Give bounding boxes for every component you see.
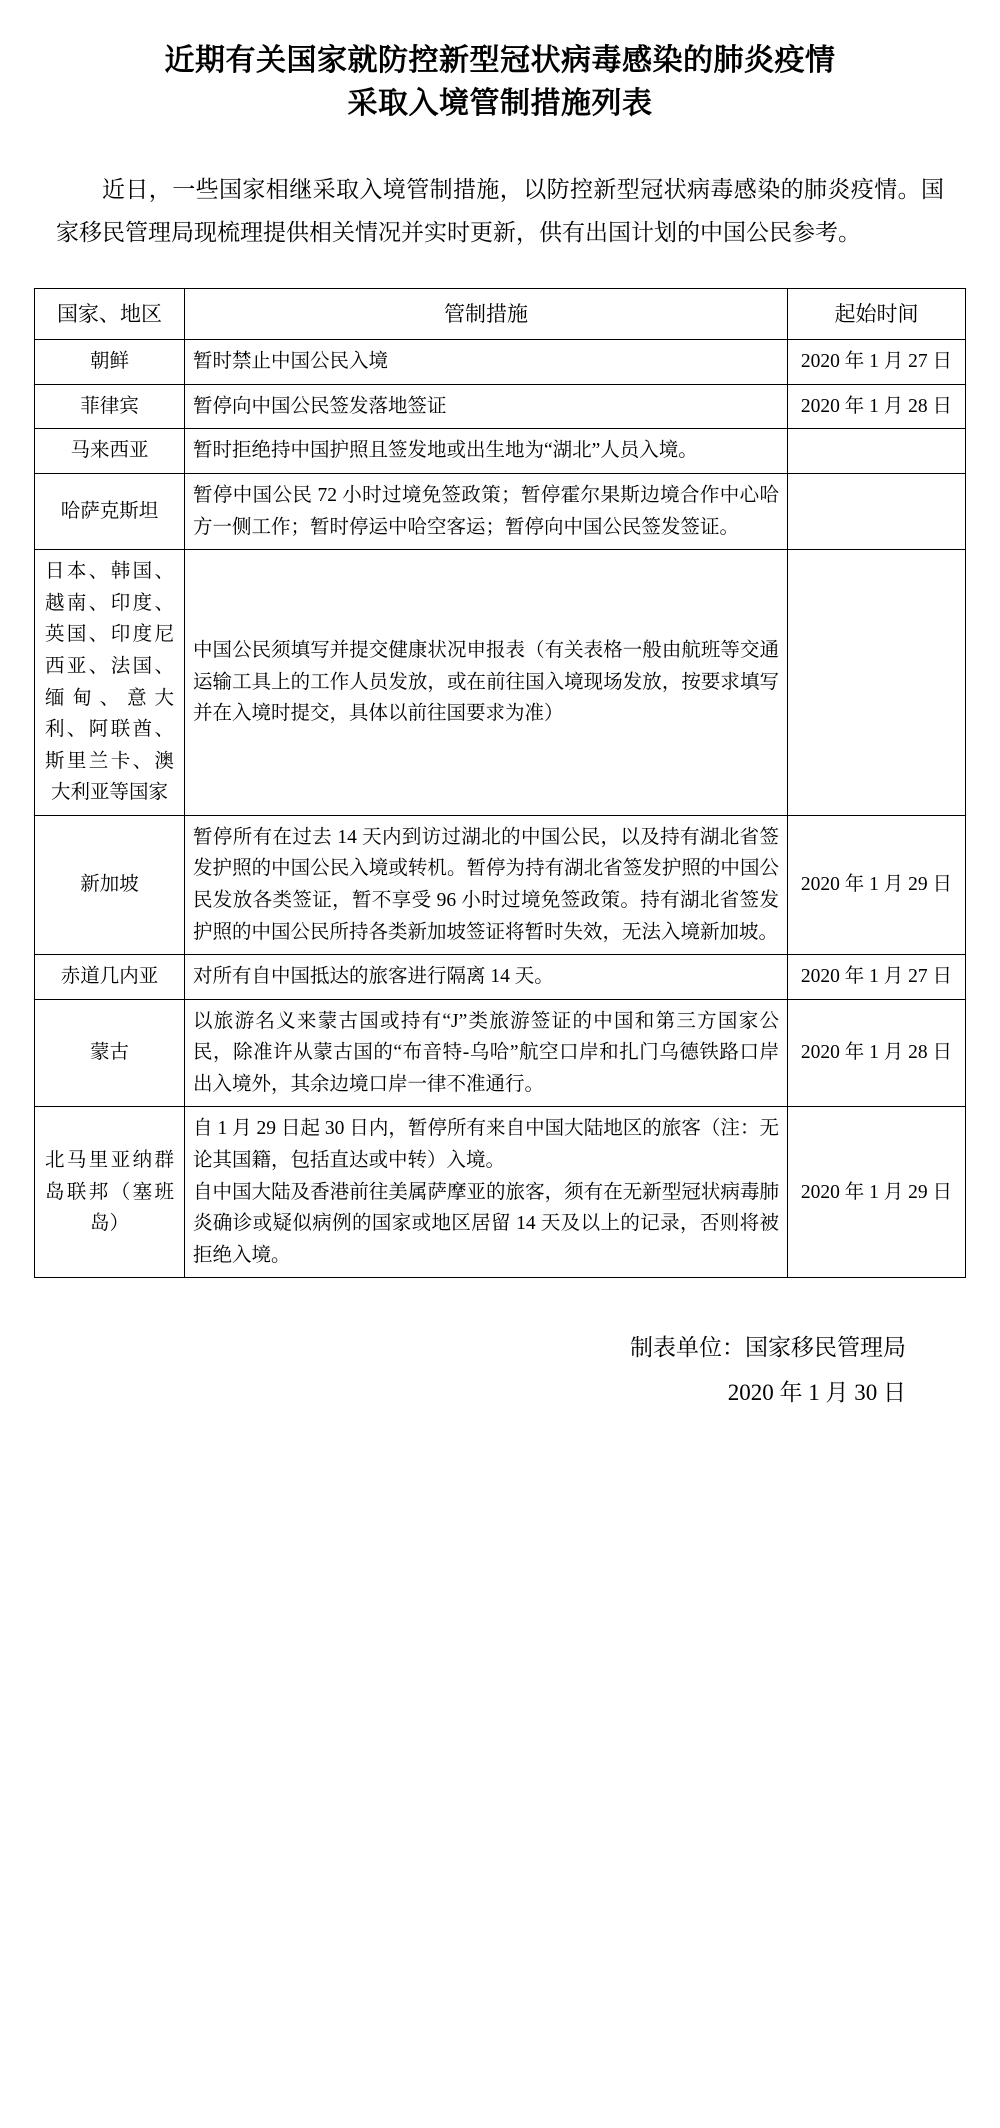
cell-measure: 以旅游名义来蒙古国或持有“J”类旅游签证的中国和第三方国家公民，除准许从蒙古国的“布音特-乌哈”航空口岸和扎门乌德铁路口岸出入境外，其余边境口岸一律不准通行。 xyxy=(185,999,788,1107)
page-title xyxy=(90,40,910,125)
cell-date: 2020 年 1 月 27 日 xyxy=(788,955,966,1000)
table-row xyxy=(35,1107,966,1278)
footer-date: 2020 年 1 月 30 日 xyxy=(727,1380,906,1406)
cell-date: 2020 年 1 月 28 日 xyxy=(788,384,966,429)
cell-country: 马来西亚 xyxy=(35,429,185,474)
cell-date xyxy=(788,550,966,816)
cell-measure: 暂停向中国公民签发落地签证 xyxy=(185,384,788,429)
cell-measure xyxy=(185,1107,788,1278)
table-row xyxy=(35,429,966,474)
page-title-line-2: 采取入境管制措施列表 xyxy=(347,86,653,120)
cell-country: 蒙古 xyxy=(35,999,185,1107)
cell-date: 2020 年 1 月 28 日 xyxy=(788,999,966,1107)
column-header-country: 国家、地区 xyxy=(35,289,185,340)
cell-measure-line: 自中国大陆及香港前往美属萨摩亚的旅客，须有在无新型冠状病毒肺炎确诊或疑似病例的国家或地区居留 14 天及以上的记录，否则将被拒绝入境。 xyxy=(193,1181,779,1266)
cell-measure-line: 自 1 月 29 日起 30 日内，暂停所有来自中国大陆地区的旅客（注：无论其国籍，包括直达或中转）入境。 xyxy=(193,1118,779,1172)
table-row xyxy=(35,384,966,429)
table-row xyxy=(35,340,966,385)
cell-date: 2020 年 1 月 29 日 xyxy=(788,815,966,954)
document-footer xyxy=(34,1326,966,1416)
cell-country: 日本、韩国、越南、印度、英国、印度尼西亚、法国、缅甸、意大利、阿联酋、斯里兰卡、澳大利亚等国家 xyxy=(35,550,185,816)
column-header-date: 起始时间 xyxy=(788,289,966,340)
entry-control-measures-table xyxy=(34,288,966,1278)
footer-maker: 制表单位：国家移民管理局 xyxy=(630,1335,906,1361)
cell-measure: 暂停中国公民 72 小时过境免签政策；暂停霍尔果斯边境合作中心哈方一侧工作；暂时停运中哈空客运；暂停向中国公民签发签证。 xyxy=(185,474,788,550)
cell-country: 哈萨克斯坦 xyxy=(35,474,185,550)
column-header-measure: 管制措施 xyxy=(185,289,788,340)
table-row xyxy=(35,474,966,550)
cell-country: 新加坡 xyxy=(35,815,185,954)
table-row xyxy=(35,550,966,816)
page-title-line-1: 近期有关国家就防控新型冠状病毒感染的肺炎疫情 xyxy=(164,44,836,77)
cell-measure: 暂时禁止中国公民入境 xyxy=(185,340,788,385)
intro-paragraph: 近日，一些国家相继采取入境管制措施，以防控新型冠状病毒感染的肺炎疫情。国家移民管理局现梳理提供相关情况并实时更新，供有出国计划的中国公民参考。 xyxy=(56,177,944,245)
cell-measure: 暂停所有在过去 14 天内到访过湖北的中国公民，以及持有湖北省签发护照的中国公民入境或转机。暂停为持有湖北省签发护照的中国公民发放各类签证，暂不享受 96 小时过境免签政策。持有湖北省签发护照的中国公民所持各类新加坡签证将暂时失效，无法入境新加坡。 xyxy=(185,815,788,954)
cell-measure: 暂时拒绝持中国护照且签发地或出生地为“湖北”人员入境。 xyxy=(185,429,788,474)
cell-measure: 中国公民须填写并提交健康状况申报表（有关表格一般由航班等交通运输工具上的工作人员发放，或在前往国入境现场发放，按要求填写并在入境时提交，具体以前往国要求为准） xyxy=(185,550,788,816)
cell-country: 赤道几内亚 xyxy=(35,955,185,1000)
table-header-row xyxy=(35,289,966,340)
table-row xyxy=(35,815,966,954)
cell-date xyxy=(788,474,966,550)
cell-measure: 对所有自中国抵达的旅客进行隔离 14 天。 xyxy=(185,955,788,1000)
cell-date: 2020 年 1 月 27 日 xyxy=(788,340,966,385)
cell-country: 菲律宾 xyxy=(35,384,185,429)
cell-date xyxy=(788,429,966,474)
cell-country: 北马里亚纳群岛联邦（塞班岛） xyxy=(35,1107,185,1278)
cell-country: 朝鲜 xyxy=(35,340,185,385)
table-row xyxy=(35,999,966,1107)
cell-date: 2020 年 1 月 29 日 xyxy=(788,1107,966,1278)
table-row xyxy=(35,955,966,1000)
